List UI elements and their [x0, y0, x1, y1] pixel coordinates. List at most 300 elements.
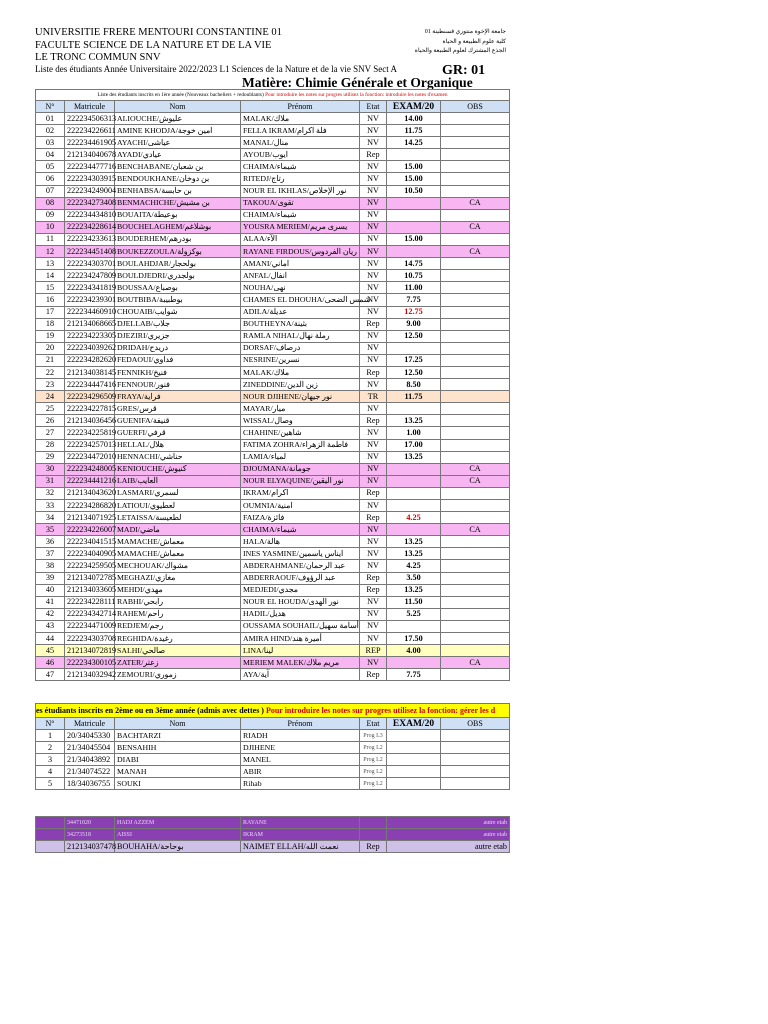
row-nom: BOUSSAA/بوصباع [115, 282, 241, 294]
row-etat [360, 817, 387, 829]
table-row [36, 572, 510, 584]
row-exam: 5.25 [387, 608, 441, 620]
row-exam [387, 463, 441, 475]
row-exam: 10.75 [387, 270, 441, 282]
row-nom: CHOUAIB/شوایب [115, 306, 241, 318]
row-number: 35 [36, 524, 65, 536]
row-matricule: 222234447416 [65, 379, 115, 391]
row-obs [441, 306, 510, 318]
row-etat: NV [360, 403, 387, 415]
row-exam: 4.25 [387, 560, 441, 572]
row-exam [387, 246, 441, 258]
row-obs [441, 403, 510, 415]
row-number: 19 [36, 330, 65, 342]
list-title: Liste des étudiants Année Universitaire 2022/2023 L1 Sciences de la Nature et de la vie SNV Sect A [35, 64, 397, 74]
row-etat: NV [360, 282, 387, 294]
table-row [36, 536, 510, 548]
table-row [36, 197, 510, 209]
row-prenom: FAIZA/فائزة [241, 512, 360, 524]
row-nom: BOUKEZZOULA/بوكزولة [115, 246, 241, 258]
row-etat: NV [360, 258, 387, 270]
row-obs [441, 451, 510, 463]
row-number: 25 [36, 403, 65, 415]
row-number: 2 [36, 742, 65, 754]
row-etat: NV [360, 560, 387, 572]
row-prenom: MALAK/ملاك [241, 366, 360, 378]
row-matricule: 222234286820 [65, 500, 115, 512]
row-matricule: 222234227815 [65, 403, 115, 415]
table-row [36, 185, 510, 197]
university-name: UNIVERSITIE FRERE MENTOURI CONSTANTINE 01 [35, 27, 282, 38]
table-row [36, 500, 510, 512]
row-prenom: CHAIMA/شیماء [241, 209, 360, 221]
row-prenom: IKRAM [241, 829, 360, 841]
row-etat: NV [360, 354, 387, 366]
other-establishment-rows [36, 817, 510, 853]
row-prenom: RAMLA NIHAL/رملة نهال [241, 330, 360, 342]
table-row [36, 463, 510, 475]
row-etat: Prog L3 [360, 730, 387, 742]
row-etat: Prog L2 [360, 766, 387, 778]
row-matricule: 222234226007 [65, 524, 115, 536]
row-prenom: NAIMET ELLAH/نعمت الله [241, 841, 360, 853]
department-name: LE TRONC COMMUN SNV [35, 52, 161, 63]
row-exam [387, 342, 441, 354]
row-etat: NV [360, 173, 387, 185]
row-nom: BACHTARZI [115, 730, 241, 742]
row-number: 41 [36, 596, 65, 608]
row-matricule: 20/34045330 [65, 730, 115, 742]
row-exam [387, 778, 441, 790]
row-matricule: 222234039262 [65, 342, 115, 354]
row-exam: 15.00 [387, 233, 441, 245]
header-french [35, 27, 282, 65]
row-obs [441, 766, 510, 778]
row-etat: NV [360, 330, 387, 342]
row-exam: 12.75 [387, 306, 441, 318]
row-exam: 15.00 [387, 161, 441, 173]
header-arabic [415, 28, 506, 57]
row-exam [387, 149, 441, 161]
row-etat: Prog L2 [360, 778, 387, 790]
first-year-rows [36, 113, 510, 681]
subject-title: Matière: Chimie Générale et Organique [242, 75, 473, 90]
row-nom: REGHIDA/رغیدة [115, 633, 241, 645]
row-matricule: 222234223305 [65, 330, 115, 342]
row-etat: Rep [360, 366, 387, 378]
row-obs: CA [441, 524, 510, 536]
row-number: 27 [36, 427, 65, 439]
row-etat: Rep [360, 487, 387, 499]
row-nom: ZATER/زعتر [115, 657, 241, 669]
row-matricule: 222234472010 [65, 451, 115, 463]
row-obs [441, 318, 510, 330]
row-matricule: 222234225819 [65, 427, 115, 439]
row-exam [387, 500, 441, 512]
row-exam: 12.50 [387, 366, 441, 378]
row-prenom: NOUR ELYAQUINE/نور الیقین [241, 475, 360, 487]
row-nom: FEDAOUI/فداوي [115, 354, 241, 366]
col-num: N° [36, 101, 65, 113]
row-prenom: MANAL/منال [241, 137, 360, 149]
row-number: 47 [36, 669, 65, 681]
table-row [36, 754, 510, 766]
col-etat: Etat [360, 101, 387, 113]
table-row [36, 318, 510, 330]
row-matricule: 222234249004 [65, 185, 115, 197]
row-nom: BOULAHDJAR/بولحجار [115, 258, 241, 270]
table-row [36, 149, 510, 161]
row-etat: NV [360, 500, 387, 512]
row-etat: NV [360, 536, 387, 548]
row-exam [387, 524, 441, 536]
table-row [36, 306, 510, 318]
row-matricule: 222234259505 [65, 560, 115, 572]
row-exam: 13.25 [387, 584, 441, 596]
row-prenom: FELLA IKRAM/فلة اكرام [241, 125, 360, 137]
row-exam: 17.25 [387, 354, 441, 366]
table-row [36, 391, 510, 403]
row-obs [441, 572, 510, 584]
row-autre-etab: autre etab [387, 841, 510, 853]
row-matricule: 212134032942 [65, 669, 115, 681]
row-matricule: 222234303708 [65, 633, 115, 645]
row-exam [387, 209, 441, 221]
row-exam [387, 475, 441, 487]
row-exam: 13.25 [387, 451, 441, 463]
row-number: 3 [36, 754, 65, 766]
row-etat: NV [360, 463, 387, 475]
row-nom: MAMACHE/معماش [115, 536, 241, 548]
table-row [36, 608, 510, 620]
table-row [36, 366, 510, 378]
row-matricule: 21/34074522 [65, 766, 115, 778]
row-number: 07 [36, 185, 65, 197]
row-etat: NV [360, 548, 387, 560]
row-obs [441, 330, 510, 342]
row-etat: NV [360, 608, 387, 620]
row-matricule: 212134033605 [65, 584, 115, 596]
row-etat: NV [360, 113, 387, 125]
row-matricule: 222234239301 [65, 294, 115, 306]
row-nom: MADI/ماضي [115, 524, 241, 536]
row-obs [441, 185, 510, 197]
row-obs [441, 113, 510, 125]
row-exam: 11.75 [387, 125, 441, 137]
row-obs [441, 608, 510, 620]
row-obs: CA [441, 221, 510, 233]
row-prenom: Rihab [241, 778, 360, 790]
row-number: 45 [36, 645, 65, 657]
row-prenom: RITEDJ/رتاج [241, 173, 360, 185]
row-prenom: MAYAR/میار [241, 403, 360, 415]
table-row [36, 596, 510, 608]
row-nom: AYADI/عیادي [115, 149, 241, 161]
other-establishment-table [35, 816, 510, 853]
row-matricule: 21/34043892 [65, 754, 115, 766]
table-note [36, 90, 510, 101]
row-prenom: AYA/آیة [241, 669, 360, 681]
row-matricule: 34273518 [65, 829, 115, 841]
row-nom: ALIOUCHE/علیوش [115, 113, 241, 125]
col-exam: EXAM/20 [387, 718, 441, 730]
row-obs [441, 548, 510, 560]
row-number: 08 [36, 197, 65, 209]
row-number: 26 [36, 415, 65, 427]
second-year-table [35, 703, 510, 790]
row-exam [387, 730, 441, 742]
row-prenom: AYOUB/ایوب [241, 149, 360, 161]
row-number: 38 [36, 560, 65, 572]
row-matricule: 222234303915 [65, 173, 115, 185]
table-row [36, 330, 510, 342]
row-number: 42 [36, 608, 65, 620]
row-prenom: CHAHINE/شاهین [241, 427, 360, 439]
row-nom: DJELLAB/جلاب [115, 318, 241, 330]
row-nom: SALHI/صالحي [115, 645, 241, 657]
row-number: 23 [36, 379, 65, 391]
row-etat: Prog L2 [360, 742, 387, 754]
row-prenom: RIADH [241, 730, 360, 742]
row-obs [441, 560, 510, 572]
second-year-rows [36, 730, 510, 790]
row-nom: FRAYA/فرایة [115, 391, 241, 403]
row-nom: SOUKI [115, 778, 241, 790]
row-exam: 9.00 [387, 318, 441, 330]
row-autre-etab: autre etab [387, 817, 510, 829]
row-prenom: WISSAL/وصال [241, 415, 360, 427]
row-etat: REP [360, 645, 387, 657]
row-nom: RAHEM/راحم [115, 608, 241, 620]
row-nom: LETAISSA/لطعیسة [115, 512, 241, 524]
table-row [36, 125, 510, 137]
row-number: 4 [36, 766, 65, 778]
row-matricule: 212134072819 [65, 645, 115, 657]
row-prenom: LINA/لینا [241, 645, 360, 657]
row-nom: AMINE KHODJA/امین خوجة [115, 125, 241, 137]
row-number: 30 [36, 463, 65, 475]
row-obs: CA [441, 246, 510, 258]
table-row [36, 620, 510, 632]
row-obs [441, 125, 510, 137]
row-nom: BENDOUKHANE/بن دوخان [115, 173, 241, 185]
row-matricule: 222234273408 [65, 197, 115, 209]
row-obs [441, 209, 510, 221]
row-number: 37 [36, 548, 65, 560]
row-nom: BENSAHIH [115, 742, 241, 754]
row-matricule: 212134037478 [65, 841, 115, 853]
row-prenom: NOUR EL HOUDA/نور الهدى [241, 596, 360, 608]
row-nom: BOUTBIBA/بوطبيبة [115, 294, 241, 306]
row-etat: NV [360, 342, 387, 354]
table-row [36, 294, 510, 306]
row-etat: Rep [360, 149, 387, 161]
row-matricule: 222234248005 [65, 463, 115, 475]
row-exam: 13.25 [387, 536, 441, 548]
row-number: 5 [36, 778, 65, 790]
table-row [36, 512, 510, 524]
row-prenom: HALA/هالة [241, 536, 360, 548]
table-row [36, 415, 510, 427]
row-matricule: 222234460910 [65, 306, 115, 318]
row-prenom: CHAMES EL DHOUHA/شمس الضحى [241, 294, 360, 306]
table-row [36, 730, 510, 742]
row-obs [441, 633, 510, 645]
table-row [36, 669, 510, 681]
row-etat: NV [360, 246, 387, 258]
row-exam [387, 657, 441, 669]
row-exam: 13.25 [387, 415, 441, 427]
row-nom: BOUDERHEM/بودرهم [115, 233, 241, 245]
row-etat: Rep [360, 584, 387, 596]
row-obs [441, 149, 510, 161]
row-matricule: 222234233613 [65, 233, 115, 245]
row-nom: REDJEM/رجم [115, 620, 241, 632]
col-matricule: Matricule [65, 101, 115, 113]
row-matricule: 222234441216 [65, 475, 115, 487]
row-number: 03 [36, 137, 65, 149]
table-row [36, 233, 510, 245]
row-prenom: DJOUMANA/جومانة [241, 463, 360, 475]
row-exam: 10.50 [387, 185, 441, 197]
table-row [36, 379, 510, 391]
row-obs [441, 596, 510, 608]
row-matricule: 222234342714 [65, 608, 115, 620]
table-row [36, 270, 510, 282]
row-nom: BOULDJEDRI/بولجدري [115, 270, 241, 282]
row-obs [441, 754, 510, 766]
row-number: 09 [36, 209, 65, 221]
row-number: 20 [36, 342, 65, 354]
row-nom: DJEZIRI/جزیري [115, 330, 241, 342]
row-nom: LATIOUI/لعطیوي [115, 500, 241, 512]
row-nom: BENHABSA/بن حابسة [115, 185, 241, 197]
table-row [36, 439, 510, 451]
row-etat: Rep [360, 318, 387, 330]
row-prenom: HADIL/هدیل [241, 608, 360, 620]
row-matricule: 222234226611 [65, 125, 115, 137]
row-number: 14 [36, 270, 65, 282]
row-nom: BOUHAHA/بوحاحة [115, 841, 241, 853]
row-matricule: 212134071925 [65, 512, 115, 524]
table-row [36, 742, 510, 754]
row-obs [441, 282, 510, 294]
row-etat: NV [360, 197, 387, 209]
table-row [36, 427, 510, 439]
row-exam: 12.50 [387, 330, 441, 342]
row-number: 02 [36, 125, 65, 137]
row-nom: HELLAL/هلال [115, 439, 241, 451]
row-prenom: FATIMA ZOHRA/فاطمة الزهراء [241, 439, 360, 451]
row-obs [441, 645, 510, 657]
row-number: 39 [36, 572, 65, 584]
row-prenom: AMANI/اماني [241, 258, 360, 270]
row-etat: NV [360, 427, 387, 439]
row-prenom: RAYANE FIRDOUS/ریان الفردوس [241, 246, 360, 258]
row-etat: NV [360, 125, 387, 137]
row-number: 22 [36, 366, 65, 378]
row-prenom: MALAK/ملاك [241, 113, 360, 125]
row-nom: ZEMOURI/زموري [115, 669, 241, 681]
row-obs [441, 500, 510, 512]
row-prenom: NESRINE/نسرین [241, 354, 360, 366]
row-exam: 3.50 [387, 572, 441, 584]
row-prenom: NOUR EL IKHLAS/نور الإخلاص [241, 185, 360, 197]
row-exam [387, 754, 441, 766]
row-matricule: 222234247809 [65, 270, 115, 282]
row-prenom: TAKOUA/تقوى [241, 197, 360, 209]
row-prenom: MANEL [241, 754, 360, 766]
row-matricule: 222234506313 [65, 113, 115, 125]
row-matricule: 222234303701 [65, 258, 115, 270]
row-number: 06 [36, 173, 65, 185]
row-number [36, 817, 65, 829]
row-nom: BOUAITA/بوعیطة [115, 209, 241, 221]
row-obs [441, 354, 510, 366]
first-year-table [35, 89, 510, 681]
row-matricule: 212134040678 [65, 149, 115, 161]
row-number [36, 841, 65, 853]
col-matricule: Matricule [65, 718, 115, 730]
col-nom: Nom [115, 101, 241, 113]
row-obs [441, 427, 510, 439]
table-note-instruction: Pour introduire les notes sur progres utilisez la fonction: introduire les notes d'examen [265, 92, 448, 98]
row-autre-etab: autre etab [387, 829, 510, 841]
row-prenom: DJIHENE [241, 742, 360, 754]
row-prenom: MEDJEDI/مجدي [241, 584, 360, 596]
row-nom: AISSI [115, 829, 241, 841]
table-row [36, 560, 510, 572]
col-etat: Etat [360, 718, 387, 730]
row-etat: NV [360, 209, 387, 221]
row-exam [387, 620, 441, 632]
row-etat: Rep [360, 572, 387, 584]
row-etat: NV [360, 451, 387, 463]
table-row [36, 209, 510, 221]
table-row [36, 645, 510, 657]
row-obs [441, 270, 510, 282]
faculty-name-ar: كلية علوم الطبيعة و الحياة [442, 38, 506, 45]
row-etat: Rep [360, 669, 387, 681]
row-number: 11 [36, 233, 65, 245]
row-obs [441, 512, 510, 524]
row-number: 28 [36, 439, 65, 451]
row-exam: 11.75 [387, 391, 441, 403]
row-prenom: NOUR DJIHENE/نور جیهان [241, 391, 360, 403]
row-matricule: 222234296509 [65, 391, 115, 403]
row-number: 15 [36, 282, 65, 294]
row-prenom: ABDERRAOUF/عبد الرؤوف [241, 572, 360, 584]
row-etat: Prog L2 [360, 754, 387, 766]
table-row [36, 766, 510, 778]
row-etat: NV [360, 221, 387, 233]
row-matricule: 222234228614 [65, 221, 115, 233]
row-matricule: 21/34045504 [65, 742, 115, 754]
row-exam: 14.25 [387, 137, 441, 149]
row-exam [387, 487, 441, 499]
row-exam [387, 197, 441, 209]
row-obs: CA [441, 463, 510, 475]
row-nom: MANAH [115, 766, 241, 778]
row-prenom: OUMNIA/امنیة [241, 500, 360, 512]
row-etat: NV [360, 524, 387, 536]
table-row [36, 258, 510, 270]
table-row [36, 342, 510, 354]
faculty-name: FACULTE SCIENCE DE LA NATURE ET DE LA VIE [35, 39, 272, 51]
row-nom: GUENIFA/قنیفة [115, 415, 241, 427]
row-etat: NV [360, 306, 387, 318]
row-prenom: ANFAL/انفال [241, 270, 360, 282]
